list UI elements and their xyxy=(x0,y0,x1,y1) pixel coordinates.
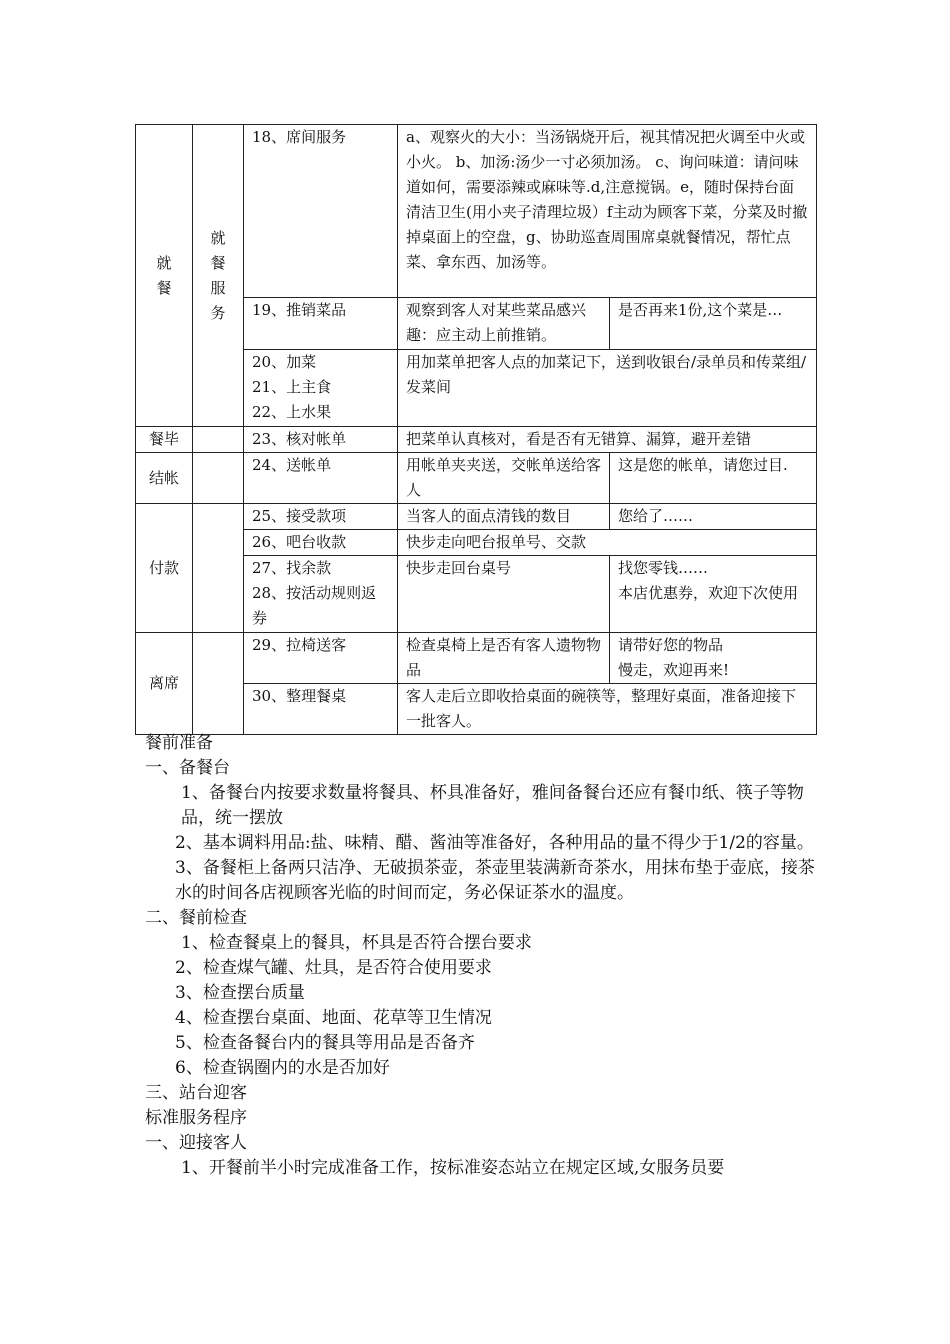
section-heading: 一、迎接客人 xyxy=(145,1133,247,1153)
list-item: 1、检查餐桌上的餐具，杯具是否符合摆台要求 xyxy=(181,933,532,953)
stage-cell: 付款 xyxy=(136,504,193,633)
step-cell: 23、核对帐单 xyxy=(244,427,398,453)
table-row xyxy=(136,427,817,453)
sub-stage-cell xyxy=(193,504,244,633)
phrase-cell: 您给了…… xyxy=(610,504,817,530)
list-item: 3、检查摆台质量 xyxy=(175,983,305,1003)
action-cell: 把菜单认真核对，看是否有无错算、漏算，避开差错 xyxy=(398,427,817,453)
sub-stage-cell xyxy=(193,633,244,735)
service-procedure-table xyxy=(135,124,817,735)
step-cell: 29、拉椅送客 xyxy=(244,633,398,684)
table-row xyxy=(136,125,817,298)
action-cell: 快步走向吧台报单号、交款 xyxy=(398,530,817,556)
paragraph: 2、基本调料用品:盐、味精、醋、酱油等准备好，各种用品的量不得少于1/2的容量。 xyxy=(175,833,814,853)
section-heading: 餐前准备 xyxy=(145,733,213,753)
action-cell: 用加菜单把客人点的加菜记下，送到收银台/录单员和传菜组/发菜间 xyxy=(398,350,817,427)
list-item: 4、检查摆台桌面、地面、花草等卫生情况 xyxy=(175,1008,492,1028)
list-item: 5、检查备餐台内的餐具等用品是否备齐 xyxy=(175,1033,475,1053)
paragraph: 3、备餐柜上备两只洁净、无破损茶壶，茶壶里装满新奇茶水，用抹布垫于壶底，接茶水的时间各店视顾客光临的时间而定，务必保证茶水的温度。 xyxy=(175,858,815,903)
section-heading: 三、站台迎客 xyxy=(145,1083,247,1103)
action-cell: 观察到客人对某些菜品感兴趣：应主动上前推销。 xyxy=(398,298,610,350)
section-heading: 二、餐前检查 xyxy=(145,908,247,928)
action-cell: a、观察火的大小：当汤锅烧开后，视其情况把火调至中火或小火。 b、加汤:汤少一寸必须加汤。 c、询问味道：请问味道如何，需要添辣或麻味等.d,注意搅锅。e，随时保持台面清洁卫生(用小夹子清理垃圾）f主动为顾客下菜，分菜及时撤掉桌面上的空盘，g、协助巡查周围席桌就餐情况，帮忙点菜、拿东西、加汤等。 xyxy=(398,125,817,298)
action-cell: 当客人的面点清钱的数目 xyxy=(398,504,610,530)
section-heading: 一、备餐台 xyxy=(145,758,230,778)
phrase-cell: 这是您的帐单，请您过目. xyxy=(610,453,817,504)
step-cell: 18、席间服务 xyxy=(244,125,398,298)
step-cell: 25、接受款项 xyxy=(244,504,398,530)
table-row xyxy=(136,504,817,530)
table-row xyxy=(136,453,817,504)
sub-stage-cell: 就餐服务 xyxy=(193,125,244,427)
step-cell: 19、推销菜品 xyxy=(244,298,398,350)
action-cell: 客人走后立即收拾桌面的碗筷等，整理好桌面，准备迎接下一批客人。 xyxy=(398,684,817,735)
step-cell: 20、加菜 21、上主食 22、上水果 xyxy=(244,350,398,427)
stage-cell: 离席 xyxy=(136,633,193,735)
stage-cell: 餐毕 xyxy=(136,427,193,453)
section-heading: 标准服务程序 xyxy=(145,1108,247,1128)
list-item: 2、检查煤气罐、灶具，是否符合使用要求 xyxy=(175,958,492,978)
phrase-cell: 是否再来1份,这个菜是… xyxy=(610,298,817,350)
action-cell: 用帐单夹夹送，交帐单送给客人 xyxy=(398,453,610,504)
paragraph: 1、开餐前半小时完成准备工作，按标准姿态站立在规定区域,女服务员要 xyxy=(181,1158,725,1178)
phrase-cell: 找您零钱…… 本店优惠券，欢迎下次使用 xyxy=(610,556,817,633)
sub-stage-cell xyxy=(193,453,244,504)
step-cell: 26、吧台收款 xyxy=(244,530,398,556)
stage-cell: 结帐 xyxy=(136,453,193,504)
step-cell: 24、送帐单 xyxy=(244,453,398,504)
sub-stage-cell xyxy=(193,427,244,453)
step-cell: 27、找余款 28、按活动规则返券 xyxy=(244,556,398,633)
list-item: 6、检查锅圈内的水是否加好 xyxy=(175,1058,390,1078)
action-cell: 检查桌椅上是否有客人遗物物品 xyxy=(398,633,610,684)
table-row xyxy=(136,633,817,684)
phrase-cell: 请带好您的物品 慢走，欢迎再来! xyxy=(610,633,817,684)
body-text xyxy=(145,731,815,1181)
step-cell: 30、整理餐桌 xyxy=(244,684,398,735)
action-cell: 快步走回台桌号 xyxy=(398,556,610,633)
paragraph: 1、备餐台内按要求数量将餐具、杯具准备好，雅间备餐台还应有餐巾纸、筷子等物品，统一摆放 xyxy=(181,783,804,828)
stage-cell: 就餐 xyxy=(136,125,193,427)
